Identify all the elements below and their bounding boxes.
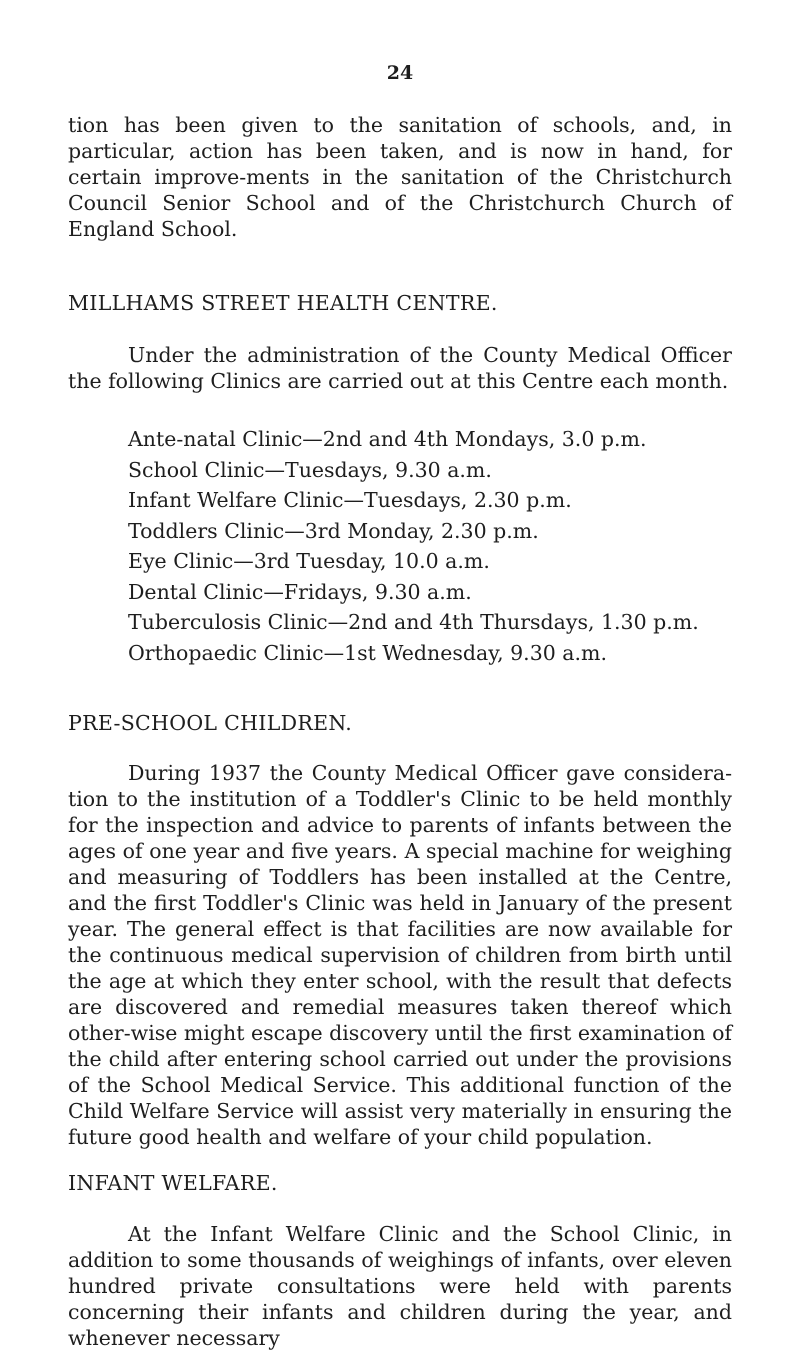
clinic-item-school: School Clinic—Tuesdays, 9.30 a.m. [128,457,492,482]
preschool-heading: PRE-SCHOOL CHILDREN. [68,711,353,735]
millhams-paragraph: Under the administration of the County Medical Officer the following Clinics are carried out at this Centre each month. [68,343,732,393]
infant-welfare-paragraph: At the Infant Welfare Clinic and the School Clinic, in addition to some thousands of weighings of infants, over eleven hundred private consultations were held with parents concerning their infants and children during the year, and whenever necessary [68,1222,732,1350]
clinic-item-toddlers: Toddlers Clinic—3rd Monday, 2.30 p.m. [128,518,539,543]
infant-welfare-heading: INFANT WELFARE. [68,1171,278,1195]
page-number: 24 [386,62,414,84]
clinic-item-antenatal: Ante-natal Clinic—2nd and 4th Mondays, 3.0 p.m. [128,427,647,451]
millhams-heading: MILLHAMS STREET HEALTH CENTRE. [68,291,498,315]
clinic-item-infant-welfare: Infant Welfare Clinic—Tuesdays, 2.30 p.m. [128,488,572,512]
clinic-list [128,424,748,668]
clinic-item-eye: Eye Clinic—3rd Tuesday, 10.0 a.m. [128,549,490,573]
clinic-item-dental: Dental Clinic—Fridays, 9.30 a.m. [128,579,472,604]
clinic-item-orthopaedic: Orthopaedic Clinic—1st Wednesday, 9.30 a.m. [128,640,607,665]
clinic-item-tuberculosis: Tuberculosis Clinic—2nd and 4th Thursdays, 1.30 p.m. [128,610,699,634]
preschool-paragraph: During 1937 the County Medical Officer gave considera-tion to the institution of a Toddler's Clinic to be held monthly for the inspection and advice to parents of infants between the ages of one year and five years. A special machine for weighing and measuring of Toddlers has been installed at the Centre, and the first Toddler's Clinic was held in January of the present year. The general effect is that facilities are now available for the continuous medical supervision of children from birth until the age at which they enter school, with the result that defects are discovered and remedial measures taken thereof which other-wise might escape discovery until the first examination of the child after entering school carried out under the provisions of the School Medical Service. This additional function of the Child Welfare Service will assist very materially in ensuring the future good health and welfare of your child population. [68,761,732,1149]
intro-paragraph: tion has been given to the sanitation of schools, and, in particular, action has been taken, and is now in hand, for certain improve-ments in the sanitation of the Christchurch Council Senior School and of the Christchurch Church of England School. [68,113,732,241]
